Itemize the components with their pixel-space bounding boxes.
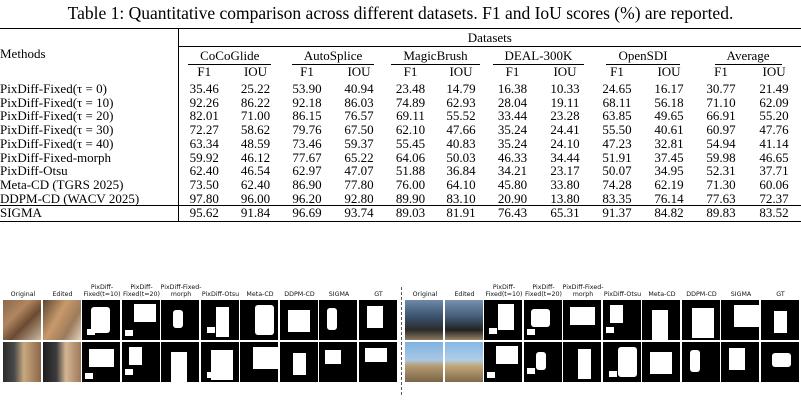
score-cell: 66.91: [706, 108, 736, 124]
mask-region: [570, 307, 595, 325]
table-row: [0, 151, 801, 165]
mask-image: [721, 300, 759, 340]
table-row: [0, 109, 801, 123]
score-cell: 45.80: [497, 176, 528, 192]
score-cell: 86.15: [292, 108, 322, 124]
table-row: [0, 178, 801, 192]
score-cell: 24.65: [602, 81, 632, 96]
score-cell: 74.28: [602, 176, 632, 192]
mask-noise: [489, 328, 497, 334]
score-cell: 65.22: [344, 149, 374, 165]
mask-noise: [125, 369, 133, 375]
score-cell: 23.28: [550, 108, 580, 124]
score-cell: 62.10: [395, 122, 426, 138]
mask-region: [325, 350, 341, 364]
mask-image: [240, 300, 278, 340]
datasets-header: Datasets: [467, 29, 512, 45]
score-cell: 46.54: [240, 163, 271, 179]
score-cell: 62.09: [759, 94, 789, 110]
score-cell: 16.17: [654, 81, 684, 96]
mask-image: [240, 342, 278, 382]
metric-header: F1: [300, 64, 314, 80]
score-cell: 35.24: [497, 122, 528, 138]
metric-header: F1: [714, 64, 728, 80]
dataset-header-magicbrush: [385, 47, 486, 66]
table-row: [0, 137, 801, 151]
mask-noise: [207, 327, 215, 333]
score-cell: 50.07: [602, 163, 632, 179]
mask-image: [319, 300, 357, 340]
mask-region: [253, 347, 278, 369]
score-cell: 73.46: [292, 135, 322, 151]
table-row: [0, 164, 801, 178]
score-cell: 14.79: [446, 81, 476, 96]
figure-column-label: SIGMA: [328, 291, 350, 298]
score-cell: 37.71: [759, 163, 789, 179]
score-cell: 62.40: [189, 163, 219, 179]
score-cell: 62.40: [240, 176, 271, 192]
score-cell: 47.23: [602, 135, 632, 151]
score-cell: 50.03: [446, 149, 476, 165]
mask-image: [603, 300, 641, 340]
mask-region: [734, 305, 759, 327]
score-cell: 35.24: [497, 135, 528, 151]
score-cell: 81.91: [436, 206, 486, 222]
mask-region: [652, 310, 668, 340]
mask-noise: [125, 330, 133, 336]
mask-image: [280, 342, 318, 382]
mask-region: [293, 353, 306, 375]
score-cell: 77.63: [706, 190, 736, 206]
mask-region: [171, 352, 187, 382]
edited-image: [43, 300, 81, 340]
mask-region: [288, 310, 310, 332]
mask-region: [134, 304, 156, 322]
score-cell: 92.26: [189, 94, 219, 110]
mask-region: [729, 348, 745, 370]
method-name: PixDiff-Fixed-morph: [0, 151, 178, 165]
mask-image: [82, 342, 120, 382]
score-cell: 35.46: [189, 81, 219, 96]
mask-image: [682, 300, 720, 340]
score-cell: 55.52: [446, 108, 476, 124]
mask-image: [563, 342, 601, 382]
score-cell: 62.19: [654, 176, 684, 192]
mask-region: [327, 308, 337, 330]
figure-column-label: PixDiff-Fixed(t=10): [83, 284, 121, 298]
score-cell: 46.65: [759, 149, 789, 165]
qualitative-figure: [0, 284, 801, 401]
method-name: PixDiff-Fixed(τ = 10): [0, 96, 178, 110]
dataset-name: AutoSplice: [292, 49, 375, 65]
table-row: [0, 206, 801, 222]
score-cell: 40.61: [654, 122, 684, 138]
score-cell: 77.80: [344, 176, 374, 192]
mask-region: [610, 305, 623, 323]
edited-image: [43, 342, 81, 382]
mask-image: [319, 342, 357, 382]
original-image: [405, 300, 443, 340]
mask-image: [642, 300, 680, 340]
score-cell: 71.30: [706, 176, 736, 192]
original-image: [3, 342, 41, 382]
mask-image: [122, 342, 160, 382]
mask-image: [122, 300, 160, 340]
score-cell: 30.77: [706, 81, 736, 96]
score-cell: 86.22: [240, 94, 271, 110]
mask-region: [255, 305, 274, 335]
table-row: [0, 123, 801, 137]
score-cell: 46.12: [240, 149, 271, 165]
score-cell: 83.10: [446, 190, 476, 206]
mask-region: [690, 350, 700, 372]
mask-region: [531, 309, 550, 327]
score-cell: 37.45: [654, 149, 684, 165]
score-cell: 74.89: [395, 94, 426, 110]
mask-region: [692, 308, 714, 338]
figure-column-label: Original: [10, 291, 36, 298]
score-cell: 10.33: [550, 81, 580, 96]
original-image: [405, 342, 443, 382]
score-cell: 89.90: [395, 190, 426, 206]
mask-region: [496, 346, 518, 364]
method-name: SIGMA: [0, 206, 178, 222]
score-cell: 51.91: [602, 149, 632, 165]
mask-region: [618, 347, 637, 377]
mask-noise: [609, 371, 617, 377]
mask-noise: [487, 372, 495, 378]
score-cell: 86.03: [344, 94, 374, 110]
score-cell: 41.14: [759, 135, 789, 151]
dataset-name: MagicBrush: [391, 49, 479, 65]
score-cell: 76.57: [344, 108, 374, 124]
score-cell: 62.97: [292, 163, 322, 179]
score-cell: 84.82: [643, 206, 695, 222]
score-cell: 59.98: [706, 149, 736, 165]
score-cell: 76.00: [395, 176, 426, 192]
score-cell: 19.11: [550, 94, 580, 110]
score-cell: 91.84: [230, 206, 281, 222]
table-row: [0, 192, 801, 206]
mask-image: [484, 300, 522, 340]
score-cell: 53.90: [292, 81, 322, 96]
metric-header: IOU: [553, 64, 577, 80]
method-name: PixDiff-Fixed(τ = 20): [0, 109, 178, 123]
score-cell: 60.97: [706, 122, 736, 138]
figure-divider: [401, 287, 402, 395]
score-cell: 64.10: [446, 176, 476, 192]
method-name: PixDiff-Fixed(τ = 30): [0, 123, 178, 137]
table-caption: Table 1: Quantitative comparison across different datasets. F1 and IoU scores (%) are reported.: [67, 3, 734, 23]
edited-image: [445, 300, 483, 340]
score-cell: 32.81: [654, 135, 684, 151]
score-cell: 24.10: [550, 135, 580, 151]
dataset-name: DEAL-300K: [493, 49, 585, 65]
score-cell: 34.21: [497, 163, 528, 179]
mask-noise: [87, 329, 95, 335]
metric-header: F1: [610, 64, 624, 80]
mask-noise: [527, 368, 535, 374]
figure-column-label: PixDiff-Fixed-morph: [562, 284, 604, 298]
figure-column-label: PixDiff-Fixed(t=10): [485, 284, 523, 298]
score-cell: 34.44: [550, 149, 580, 165]
mask-region: [173, 310, 183, 328]
dataset-header-average: [695, 47, 801, 66]
score-cell: 47.07: [344, 163, 374, 179]
score-cell: 65.31: [539, 206, 591, 222]
mask-region: [498, 304, 514, 330]
mask-image: [642, 342, 680, 382]
method-name: PixDiff-Fixed(τ = 40): [0, 137, 178, 151]
metric-header: F1: [505, 64, 520, 80]
score-cell: 72.37: [759, 190, 789, 206]
score-cell: 49.65: [654, 108, 684, 124]
methods-header: Methods: [0, 29, 178, 80]
figure-column-label: DDPM-CD: [284, 291, 315, 298]
figure-column-label: GT: [374, 291, 383, 298]
score-cell: 40.83: [446, 135, 476, 151]
table-row: [0, 79, 801, 96]
mask-image: [82, 300, 120, 340]
score-cell: 63.85: [602, 108, 632, 124]
mask-image: [161, 342, 199, 382]
score-cell: 47.66: [446, 122, 476, 138]
table-row: [0, 96, 801, 110]
score-cell: 54.94: [706, 135, 736, 151]
score-cell: 51.88: [395, 163, 426, 179]
mask-region: [89, 349, 114, 367]
score-cell: 55.20: [759, 108, 789, 124]
mask-image: [721, 342, 759, 382]
results-table: [0, 28, 801, 222]
metric-header: IOU: [449, 64, 473, 80]
metric-header: IOU: [762, 64, 786, 80]
score-cell: 89.83: [695, 206, 747, 222]
method-name: PixDiff-Fixed(τ = 0): [0, 79, 178, 96]
mask-image: [761, 300, 799, 340]
score-cell: 67.50: [344, 122, 374, 138]
score-cell: 28.04: [497, 94, 528, 110]
score-cell: 68.11: [602, 94, 632, 110]
score-cell: 34.95: [654, 163, 684, 179]
score-cell: 76.43: [486, 206, 539, 222]
score-cell: 71.10: [706, 94, 736, 110]
score-cell: 71.00: [240, 108, 271, 124]
method-name: Meta-CD (TGRS 2025): [0, 178, 178, 192]
mask-image: [524, 342, 562, 382]
mask-region: [367, 306, 383, 328]
score-cell: 46.33: [497, 149, 528, 165]
score-cell: 59.92: [189, 149, 219, 165]
score-cell: 91.37: [591, 206, 643, 222]
figure-column-label: PixDiff-Fixed-morph: [160, 284, 202, 298]
score-cell: 96.20: [292, 190, 322, 206]
score-cell: 95.62: [178, 206, 230, 222]
mask-region: [129, 347, 142, 365]
score-cell: 86.90: [292, 176, 322, 192]
score-cell: 23.48: [395, 81, 426, 96]
dataset-header-cocoglide: [178, 47, 281, 66]
dataset-header-autosplice: [281, 47, 385, 66]
score-cell: 69.11: [396, 108, 425, 124]
score-cell: 52.31: [706, 163, 736, 179]
original-image: [3, 300, 41, 340]
score-cell: 83.35: [602, 190, 632, 206]
score-cell: 33.80: [550, 176, 580, 192]
score-cell: 63.34: [189, 135, 219, 151]
results-table-container: [0, 28, 801, 222]
mask-noise: [207, 372, 215, 378]
mask-region: [216, 307, 229, 337]
mask-image: [201, 300, 239, 340]
score-cell: 16.38: [497, 81, 528, 96]
score-cell: 55.45: [395, 135, 426, 151]
score-cell: 92.80: [344, 190, 374, 206]
score-cell: 93.74: [333, 206, 385, 222]
score-cell: 77.67: [292, 149, 322, 165]
score-cell: 23.17: [550, 163, 580, 179]
score-cell: 36.84: [446, 163, 476, 179]
score-cell: 56.18: [654, 94, 684, 110]
edited-image: [445, 342, 483, 382]
score-cell: 79.76: [292, 122, 322, 138]
score-cell: 60.06: [759, 176, 789, 192]
score-cell: 89.03: [385, 206, 436, 222]
score-cell: 33.44: [497, 108, 528, 124]
metric-header: IOU: [347, 64, 371, 80]
metric-header: F1: [403, 64, 418, 80]
method-name: PixDiff-Otsu: [0, 164, 178, 178]
mask-noise: [606, 327, 614, 333]
score-cell: 24.41: [550, 122, 580, 138]
mask-region: [578, 349, 591, 379]
score-cell: 72.27: [189, 122, 219, 138]
figure-column-label: PixDiff-Fixed(t=20): [525, 284, 562, 298]
dataset-name: Average: [715, 49, 782, 65]
score-cell: 76.14: [654, 190, 684, 206]
figure-column-label: GT: [776, 291, 785, 298]
mask-image: [563, 300, 601, 340]
mask-image: [280, 300, 318, 340]
metric-header: F1: [197, 64, 212, 80]
score-cell: 73.50: [189, 176, 219, 192]
mask-region: [772, 353, 791, 367]
figure-column-label: Meta-CD: [648, 291, 676, 298]
score-cell: 92.18: [292, 94, 322, 110]
figure-column-label: PixDiff-Otsu: [201, 291, 240, 298]
mask-noise: [85, 373, 93, 379]
figure-column-label: SIGMA: [730, 291, 752, 298]
mask-image: [359, 300, 397, 340]
mask-image: [524, 300, 562, 340]
mask-image: [761, 342, 799, 382]
metric-header: IOU: [657, 64, 681, 80]
figure-column-label: PixDiff-Fixed(t=20): [123, 284, 160, 298]
mask-image: [161, 300, 199, 340]
dataset-name: OpenSDI: [606, 49, 679, 65]
mask-image: [359, 342, 397, 382]
figure-column-label: Meta-CD: [246, 291, 274, 298]
figure-column-label: DDPM-CD: [686, 291, 717, 298]
mask-region: [774, 311, 787, 333]
dataset-header-deal-300k: [486, 47, 591, 66]
mask-image: [484, 342, 522, 382]
mask-image: [201, 342, 239, 382]
score-cell: 59.37: [344, 135, 374, 151]
score-cell: 25.22: [240, 81, 271, 96]
figure-column-label: Edited: [52, 291, 73, 298]
score-cell: 48.59: [240, 135, 271, 151]
dataset-header-opensdi: [591, 47, 695, 66]
mask-region: [365, 348, 387, 362]
score-cell: 13.80: [550, 190, 580, 206]
score-cell: 40.94: [344, 81, 374, 96]
mask-image: [682, 342, 720, 382]
mask-region: [650, 352, 672, 374]
score-cell: 64.06: [395, 149, 426, 165]
mask-region: [536, 352, 546, 370]
figure-column-label: Original: [412, 291, 438, 298]
score-cell: 96.69: [281, 206, 333, 222]
mask-image: [603, 342, 641, 382]
score-cell: 97.80: [189, 190, 219, 206]
score-cell: 96.00: [240, 190, 271, 206]
score-cell: 83.52: [747, 206, 801, 222]
figure-column-label: PixDiff-Otsu: [603, 291, 642, 298]
score-cell: 55.50: [602, 122, 632, 138]
method-name: DDPM-CD (WACV 2025): [0, 192, 178, 206]
mask-noise: [527, 329, 535, 335]
score-cell: 58.62: [240, 122, 271, 138]
score-cell: 62.93: [446, 94, 476, 110]
score-cell: 21.49: [759, 81, 789, 96]
score-cell: 47.76: [759, 122, 789, 138]
score-cell: 20.90: [497, 190, 528, 206]
score-cell: 82.01: [189, 108, 219, 124]
metric-header: IOU: [243, 64, 268, 80]
figure-column-label: Edited: [454, 291, 475, 298]
dataset-name: CoCoGlide: [188, 49, 271, 65]
